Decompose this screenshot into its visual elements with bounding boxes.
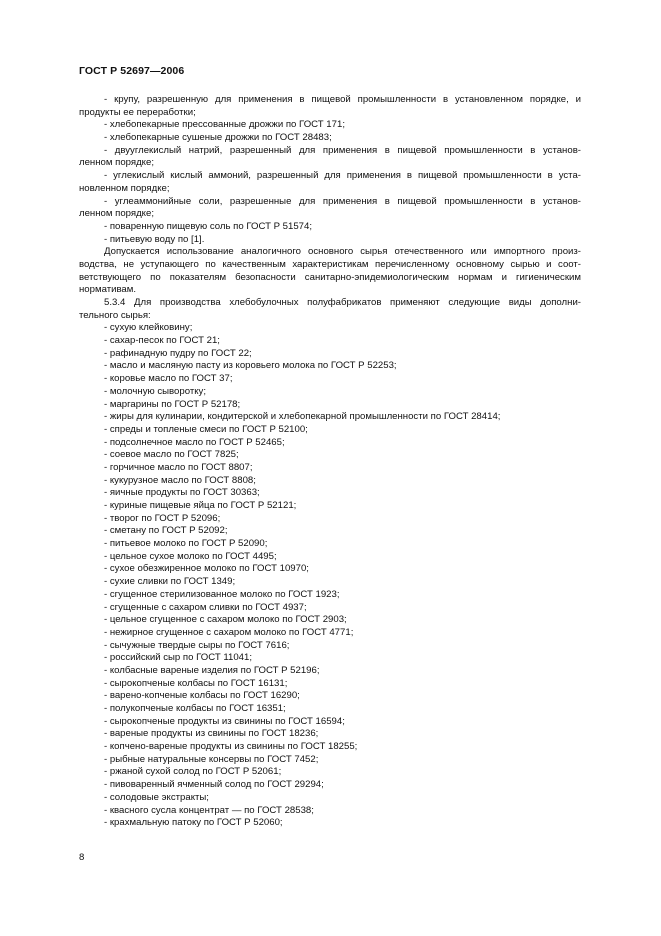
list-item: - углекислый кислый аммоний, разрешенный для применения в пищевой промышленности в уста-: [104, 170, 581, 182]
list-item: - куриные пищевые яйца по ГОСТ Р 52121;: [104, 500, 297, 511]
list-item: - хлебопекарные сушеные дрожжи по ГОСТ 28483;: [104, 132, 332, 144]
list-item: - соевое масло по ГОСТ 7825;: [104, 449, 239, 461]
body-text: [79, 94, 581, 830]
list-item: - кукурузное масло по ГОСТ 8808;: [104, 474, 256, 486]
section-heading-line: 5.3.4 Для производства хлебобулочных полуфабрикатов применяют следующие виды дополни-: [104, 297, 581, 308]
list-item: - солодовые экстракты;: [104, 791, 209, 803]
list-item: - сгущенное стерилизованное молоко по ГОСТ 1923;: [104, 588, 340, 600]
paragraph-line: водства, не уступающего по качественным характеристикам перечисленному основному сырью и соот-: [79, 258, 581, 270]
list-item: - крахмальную патоку по ГОСТ Р 52060;: [104, 817, 283, 829]
list-item: - масло и масляную пасту из коровьего молока по ГОСТ Р 52253;: [104, 360, 397, 372]
list-item: - углеаммонийные соли, разрешенные для применения в пищевой промышленности в установ-: [104, 195, 581, 207]
list-item: - сухую клейковину;: [104, 322, 193, 334]
list-item: - молочную сыворотку;: [104, 385, 207, 397]
list-item: - двууглекислый натрий, разрешенный для применения в пищевой промышленности в установ-: [104, 144, 581, 156]
list-item: - колбасные вареные изделия по ГОСТ Р 52196;: [104, 664, 320, 676]
paragraph-line: нормативам.: [79, 284, 137, 296]
section-heading-line: тельного сырья:: [79, 309, 151, 321]
list-item: - сухие сливки по ГОСТ 1349;: [104, 576, 236, 588]
list-item: - сметану по ГОСТ Р 52092;: [104, 525, 228, 537]
page-header: ГОСТ Р 52697—2006: [79, 65, 185, 77]
list-item: - маргарины по ГОСТ Р 52178;: [104, 398, 241, 410]
list-item: - питьевое молоко по ГОСТ Р 52090;: [104, 538, 268, 550]
list-item: - рыбные натуральные консервы по ГОСТ 7452;: [104, 753, 319, 765]
list-item-continuation: новленном порядке;: [79, 182, 170, 194]
list-item: - вареные продукты из свинины по ГОСТ 18236;: [104, 728, 319, 740]
page-number: 8: [79, 852, 85, 863]
additional-ingredients-list: [79, 322, 581, 830]
paragraph-line: ветствующего по показателям безопасности санитарно-эпидемиологическим нормам и гигиеническим: [79, 271, 581, 283]
list-item: - пивоваренный ячменный солод по ГОСТ 29294;: [104, 779, 324, 791]
list-item: - сгущенные с сахаром сливки по ГОСТ 4937;: [104, 601, 307, 613]
list-item: - питьевую воду по [1].: [104, 233, 205, 245]
list-item: - сухое обезжиренное молоко по ГОСТ 10970;: [104, 563, 309, 575]
list-item: - рафинадную пудру по ГОСТ 22;: [104, 347, 252, 359]
list-item: - сырокопченые продукты из свинины по ГОСТ 16594;: [104, 715, 345, 727]
list-item: - подсолнечное масло по ГОСТ Р 52465;: [104, 436, 285, 448]
list-item: - копчено-вареные продукты из свинины по ГОСТ 18255;: [104, 741, 358, 753]
list-item: - поваренную пищевую соль по ГОСТ Р 51574;: [104, 220, 313, 232]
paragraph-line: Допускается использование аналогичного основного сырья отечественного или импортного произ-: [104, 246, 581, 258]
list-item: - квасного сусла концентрат — по ГОСТ 28538;: [104, 804, 314, 816]
list-item: - ржаной сухой солод по ГОСТ Р 52061;: [104, 766, 282, 778]
list-item-continuation: ленном порядке;: [79, 208, 154, 220]
list-item: - полукопченые колбасы по ГОСТ 16351;: [104, 703, 286, 714]
list-item: - сырокопченые колбасы по ГОСТ 16131;: [104, 677, 288, 689]
list-item: - жиры для кулинарии, кондитерской и хлебопекарной промышленности по ГОСТ 28414;: [104, 411, 501, 423]
list-item: - горчичное масло по ГОСТ 8807;: [104, 461, 253, 473]
list-item: - сычужные твердые сыры по ГОСТ 7616;: [104, 639, 290, 651]
list-item: - крупу, разрешенную для применения в пищевой промышленности в установленном порядке, и: [104, 94, 581, 105]
list-item: - нежирное сгущенное с сахаром молоко по ГОСТ 4771;: [104, 626, 354, 638]
list-item: - сахар-песок по ГОСТ 21;: [104, 335, 220, 347]
list-item-continuation: ленном порядке;: [79, 157, 154, 169]
list-item: - коровье масло по ГОСТ 37;: [104, 373, 233, 385]
list-item: - хлебопекарные прессованные дрожжи по ГОСТ 171;: [104, 119, 345, 131]
list-item: - творог по ГОСТ Р 52096;: [104, 512, 221, 524]
list-item: - варено-копченые колбасы по ГОСТ 16290;: [104, 690, 300, 702]
list-item: - цельное сгущенное с сахаром молоко по ГОСТ 2903;: [104, 614, 347, 626]
list-item: - спреды и топленые смеси по ГОСТ Р 52100;: [104, 423, 308, 435]
list-item: - цельное сухое молоко по ГОСТ 4495;: [104, 550, 277, 562]
list-item: - российский сыр по ГОСТ 11041;: [104, 652, 252, 664]
list-item-continuation: продукты ее переработки;: [79, 106, 196, 118]
list-item: - яичные продукты по ГОСТ 30363;: [104, 487, 260, 499]
